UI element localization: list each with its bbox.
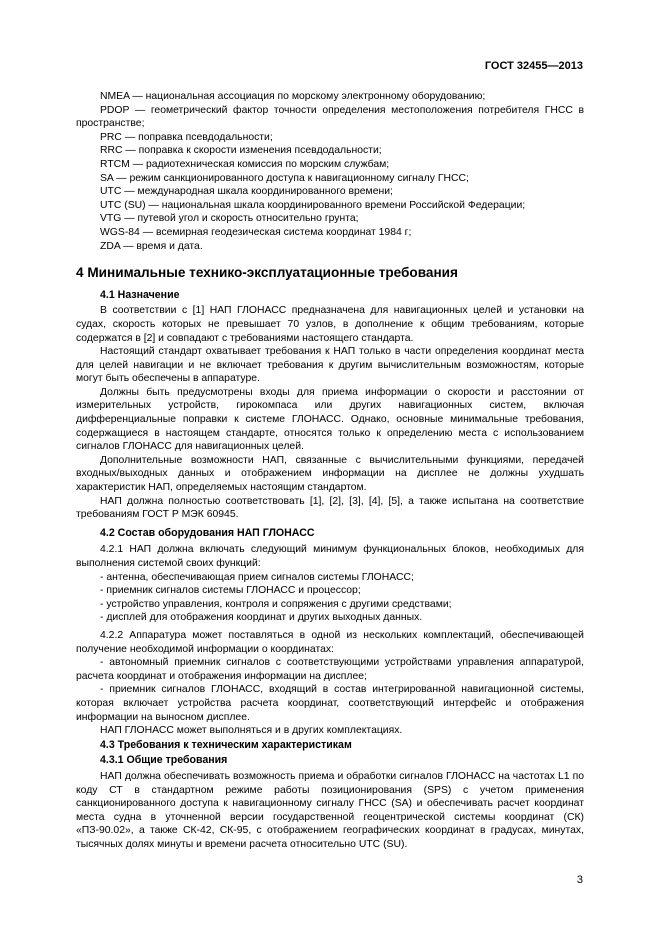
list-item: - дисплей для отображения координат и других выходных данных.	[100, 612, 423, 624]
paragraph: НАП должна обеспечивать возможность приема и обработки сигналов ГЛОНАСС на частотах L1 по коду СТ в стандартном режиме работы позиционирования (SPS) с учетом применения санкционированного доступа к навигационному сигналу ГНСС (SA) и обеспечивать расчет координат места судна в уточненной версии государственной геоцентрической системы координат (СК) «ПЗ-90.02», а также СК-42, СК-95, с отображением географических координат в градусах, минутах, тысячных долях минуты и времени расчета относительно UTC (SU).	[76, 770, 584, 850]
abbreviation-item: PRC — поправка псевдодальности;	[100, 131, 273, 143]
paragraph: НАП должна полностью соответствовать [1], [2], [3], [4], [5], а также испытана на соответствие требованиям ГОСТ Р МЭК 60945.	[76, 495, 584, 521]
abbreviation-item: ZDA — время и дата.	[100, 240, 203, 252]
list-item: - приемник сигналов ГЛОНАСС, входящий в состав интегрированной навигационной системы, которая включает устройства расчета координат, соответствующий интерфейс и отображения информации на выносном дисплее.	[76, 684, 584, 723]
running-header: ГОСТ 32455—2013	[484, 60, 583, 72]
abbreviation-item: RTCM — радиотехническая комиссия по морским службам;	[100, 158, 390, 170]
paragraph: Должны быть предусмотрены входы для приема информации о скорости и расстоянии от измерительных устройств, гирокомпаса или других навигационных систем, включая дифференциальные поправки к системе ГЛОНАСС. Однако, основные минимальные требования, содержащиеся в настоящем стандарте, относятся только к определению места с использованием сигналов ГЛОНАСС для навигационных целей.	[76, 386, 584, 453]
abbreviation-item: NMEA — национальная ассоциация по морскому электронному оборудованию;	[100, 91, 486, 102]
paragraph: НАП ГЛОНАСС может выполняться и в других комплектациях.	[100, 725, 403, 737]
abbreviation-item: UTC — международная шкала координированного времени;	[100, 186, 393, 198]
abbreviation-item: SA — режим санкционированного доступа к навигационному сигналу ГНСС;	[100, 172, 469, 184]
page-body	[76, 90, 584, 851]
subsection-heading: 4.3.1 Общие требования	[100, 754, 228, 767]
subsection-heading: 4.2 Состав оборудования НАП ГЛОНАСС	[100, 526, 315, 539]
abbreviation-list	[76, 90, 584, 253]
section-heading: 4 Минимальные технико-эксплуатационные требования	[76, 265, 458, 281]
paragraph: Дополнительные возможности НАП, связанные с вычислительными функциями, передачей входных/выходных данных и отображением информации на дисплее не должны ухудшать характеристик НАП, определяемых настоящим стандартом.	[76, 454, 584, 494]
abbreviation-item: UTC (SU) — национальная шкала координированного времени Российской Федерации;	[100, 199, 526, 211]
list-item: - антенна, обеспечивающая прием сигналов системы ГЛОНАСС;	[100, 571, 414, 583]
list-item: - приемник сигналов системы ГЛОНАСС и процессор;	[100, 585, 361, 597]
abbreviation-item: WGS-84 — всемирная геодезическая система координат 1984 г;	[100, 226, 412, 238]
paragraph: 4.2.1 НАП должна включать следующий минимум функциональных блоков, необходимых для выполнения системой своих функций:	[76, 544, 584, 569]
subsection-heading: 4.1 Назначение	[100, 288, 180, 301]
abbreviation-item: RRC — поправка к скорости изменения псевдодальности;	[100, 145, 382, 157]
list-item: - устройство управления, контроля и сопряжения с другими средствами;	[100, 598, 452, 610]
abbreviation-item: PDOP — геометрический фактор точности определения местоположения потребителя ГНСС в пространстве;	[76, 104, 584, 130]
list-item: - автономный приемник сигналов с соответствующими устройствами управления аппаратурой, расчета координат и отображения информации на дисплее;	[76, 657, 584, 682]
paragraph: Настоящий стандарт охватывает требования к НАП только в части определения координат места для целей навигации и не включает требования к другим вычислительным возможностям, которые могут быть обеспечены в аппаратуре.	[76, 346, 584, 385]
subsection-heading: 4.3 Требования к техническим характеристикам	[100, 738, 352, 751]
paragraph: В соответствии с [1] НАП ГЛОНАСС предназначена для навигационных целей и установки на судах, скорость которых не превышает 70 узлов, в дополнение к общим требованиям, которые содержатся в [2] и совпадают с требованиями настоящего стандарта.	[76, 305, 584, 344]
page-number: 3	[576, 874, 583, 886]
paragraph: 4.2.2 Аппаратура может поставляться в одной из нескольких комплектаций, обеспечивающей получение необходимой информации о координатах:	[76, 629, 584, 655]
abbreviation-item: VTG — путевой угол и скорость относительно грунта;	[100, 213, 359, 225]
